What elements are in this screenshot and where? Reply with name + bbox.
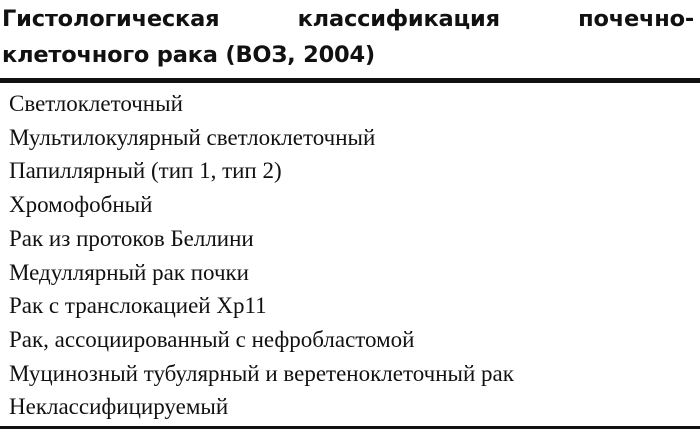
list-item: Медуллярный рак почки	[9, 259, 249, 285]
list-item: Папиллярный (тип 1, тип 2)	[9, 158, 282, 184]
list-item: Муцинозный тубулярный и веретеноклеточный рак	[9, 360, 514, 386]
list-item: Хромофобный	[9, 192, 153, 218]
list-item: Неклассифицируемый	[9, 394, 229, 420]
list-item: Рак, ассоциированный с нефробластомой	[9, 326, 415, 352]
list-item: Светлоклеточный	[9, 91, 183, 116]
classification-list	[9, 87, 514, 424]
footer-divider	[0, 426, 700, 429]
list-item: Рак из протоков Беллини	[9, 225, 254, 251]
header-divider	[0, 78, 700, 83]
list-item: Рак с транслокацией Xp11	[9, 293, 267, 319]
table-title: Гистологическая классификация почечно-клеточного рака (ВОЗ, 2004)	[2, 6, 694, 68]
list-item: Мультилокулярный светлоклеточный	[9, 124, 376, 150]
